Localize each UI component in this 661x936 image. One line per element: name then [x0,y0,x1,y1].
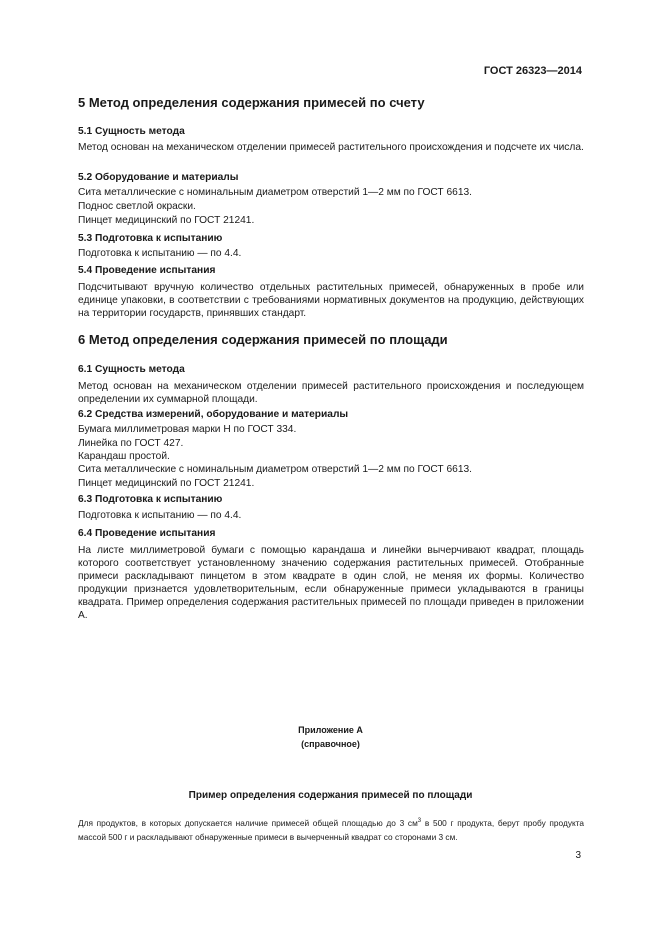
paragraph-6-4-text: На листе миллиметровой бумаги с помощью карандаша и линейки вычерчивают квадрат, площадь которого соответствует установленному значению содержания растительных примесей. Отобранные примеси раскладывают пинцетом в этом квадрате в один слой, не меняя их формы. Количество продукции признается удовлетворительным, если обнаруженные примеси укладываются в границы квадрата. Пример определения содержания растительных примесей по площади приведен в приложении А. [78,545,584,621]
list-line: Бумага миллиметровая марки Н по ГОСТ 334. [78,424,297,435]
paragraph-5-4 [78,281,584,320]
superscript: 3 [417,818,422,824]
list-line: Подготовка к испытанию — по 4.4. [78,510,242,521]
appendix-paragraph-text [78,814,584,844]
paragraph-5-1-text: Метод основан на механическом отделении примесей растительного происхождения и подсчете их числа. [78,142,584,153]
subsection-5-3-heading: 5.3 Подготовка к испытанию [78,233,223,244]
appendix-label: Приложение А [298,725,363,735]
section-5-heading: 5 Метод определения содержания примесей по счету [78,95,425,110]
list-line: Сита металлические с номинальным диаметром отверстий 1—2 мм по ГОСТ 6613. [78,464,472,475]
list-line: Линейка по ГОСТ 427. [78,438,184,449]
subsection-6-1-heading: 6.1 Сущность метода [78,364,185,375]
appendix-text-b: в 500 г продукта, берут пробу продукта массой 500 г и раскладывают обнаруженные примеси в вычерченный квадрат со сторонами 3 см. [78,817,585,842]
appendix-paragraph [78,814,584,844]
list-line: Сита металлические с номинальным диаметром отверстий 1—2 мм по ГОСТ 6613. [78,187,472,198]
subsection-5-4-heading: 5.4 Проведение испытания [78,265,216,276]
list-line: Пинцет медицинский по ГОСТ 21241. [78,478,255,489]
subsection-5-1-heading: 5.1 Сущность метода [78,126,185,137]
section-6-heading: 6 Метод определения содержания примесей по площади [78,332,448,347]
list-line: Пинцет медицинский по ГОСТ 21241. [78,215,255,226]
list-line: Поднос светлой окраски. [78,201,196,212]
paragraph-6-4 [78,544,584,622]
paragraph-5-4-text: Подсчитывают вручную количество отдельных растительных примесей, обнаруженных в пробе или единице упаковки, в соответствии с требованиями нормативных документов на продукцию, действующих на территории государств, принявших стандарт. [78,282,584,319]
appendix-text-a: Для продуктов, в которых допускается наличие примесей общей площадью до 3 см [78,817,418,828]
list-line: Карандаш простой. [78,451,170,462]
subsection-6-4-heading: 6.4 Проведение испытания [78,528,216,539]
subsection-5-2-heading: 5.2 Оборудование и материалы [78,172,239,183]
subsection-6-3-heading: 6.3 Подготовка к испытанию [78,494,223,505]
paragraph-6-1-text: Метод основан на механическом отделении примесей растительного происхождения и последующем определении их суммарной площади. [78,381,584,405]
page-number: 3 [575,850,581,861]
list-line: Подготовка к испытанию — по 4.4. [78,248,242,259]
paragraph-5-1 [78,141,584,154]
appendix-type: (справочное) [301,739,360,749]
subsection-6-2-heading: 6.2 Средства измерений, оборудование и материалы [78,409,349,420]
appendix-title: Пример определения содержания примесей по площади [188,790,473,801]
standard-number: ГОСТ 26323—2014 [483,65,582,77]
paragraph-6-1 [78,380,584,406]
